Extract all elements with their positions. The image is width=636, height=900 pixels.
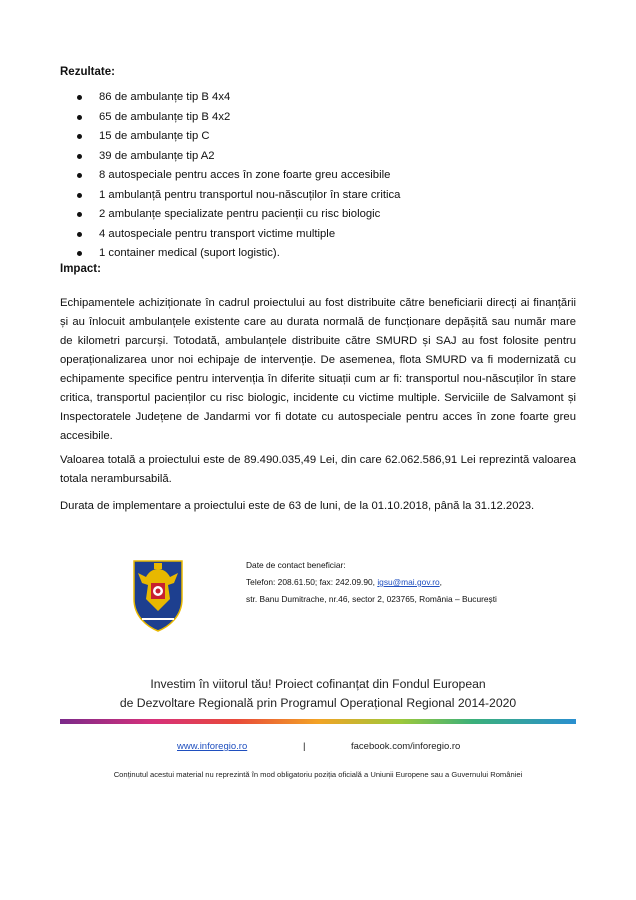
bullet-icon	[77, 134, 82, 139]
bullet-icon	[77, 232, 82, 237]
list-item: 15 de ambulanțe tip C	[60, 127, 400, 147]
footer-separator: |	[303, 741, 306, 752]
bullet-icon	[77, 193, 82, 198]
contact-title: Date de contact beneficiar:	[246, 560, 346, 570]
color-stripe	[60, 719, 576, 724]
value-paragraph: Valoarea totală a proiectului este de 89.490.035,49 Lei, din care 62.062.586,91 Lei reprezintă valoarea totala nerambursabilă.	[60, 454, 576, 485]
disclaimer: Conținutul acestui material nu reprezintă în mod obligatoriu poziția oficială a Uniunii Europene sau a Guvernului României	[113, 770, 523, 779]
list-item: 4 autospeciale pentru transport victime multiple	[60, 225, 400, 245]
website-link[interactable]: www.inforegio.ro	[177, 741, 248, 752]
bullet-icon	[77, 95, 82, 100]
list-item: 1 container medical (suport logistic).	[60, 244, 400, 264]
slogan-line-2: de Dezvoltare Regională prin Programul Operațional Regional 2014-2020	[119, 696, 517, 710]
contact-address: str. Banu Dumitrache, nr.46, sector 2, 023765, România – București	[246, 594, 497, 604]
bullet-icon	[77, 115, 82, 120]
list-item: 1 ambulanță pentru transportul nou-născuților în stare critica	[60, 186, 400, 206]
facebook-link[interactable]: facebook.com/inforegio.ro	[351, 741, 461, 752]
bullet-icon	[77, 173, 82, 178]
bullet-icon	[77, 154, 82, 159]
impact-paragraph: Echipamentele achiziționate în cadrul proiectului au fost distribuite către beneficiarii direcți ai finanțării și au înlocuit ambulanțele existente care au durata normală de funcționare depășită sau număr mare de kilometri parcurși. Totodată, ambulanțele distribuite către SMURD și SAJ au fost folosite pentru operaționalizarea unor noi echipaje de intervenție. De asemenea, flota SMURD va fi modernizată cu echipamente specifice pentru intervenția în diferite situații cum ar fi: transportul nou-născuților în stare critica, transportul pacienților cu risc biologic, incidente cu victime multiple. Serviciile de Salvamont și Inspectoratele Județene de Jandarmi vor fi dotate cu autospeciale pentru acces în zone foarte greu accesibile.	[60, 297, 576, 442]
list-item: 39 de ambulanțe tip A2	[60, 147, 400, 167]
impact-heading: Impact:	[60, 263, 101, 275]
coat-of-arms-icon	[128, 555, 188, 633]
duration-paragraph: Durata de implementare a proiectului este de 63 de luni, de la 01.10.2018, până la 31.12.2023.	[60, 500, 535, 512]
bullet-icon	[77, 212, 82, 217]
results-heading: Rezultate:	[60, 66, 115, 78]
list-item: 65 de ambulanțe tip B 4x2	[60, 108, 400, 128]
email-link[interactable]: igsu@mai.gov.ro	[377, 577, 440, 587]
results-list	[60, 88, 400, 264]
list-item: 8 autospeciale pentru acces în zone foarte greu accesibile	[60, 166, 400, 186]
contact-block	[246, 557, 516, 608]
slogan-line-1: Investim în viitorul tău! Proiect cofinanțat din Fondul European	[150, 677, 486, 691]
list-item: 86 de ambulanțe tip B 4x4	[60, 88, 400, 108]
list-item: 2 ambulanțe specializate pentru pacienții cu risc biologic	[60, 205, 400, 225]
bullet-icon	[77, 251, 82, 256]
contact-phone-line: Telefon: 208.61.50; fax: 242.09.90, igsu@mai.gov.ro,	[246, 577, 442, 587]
